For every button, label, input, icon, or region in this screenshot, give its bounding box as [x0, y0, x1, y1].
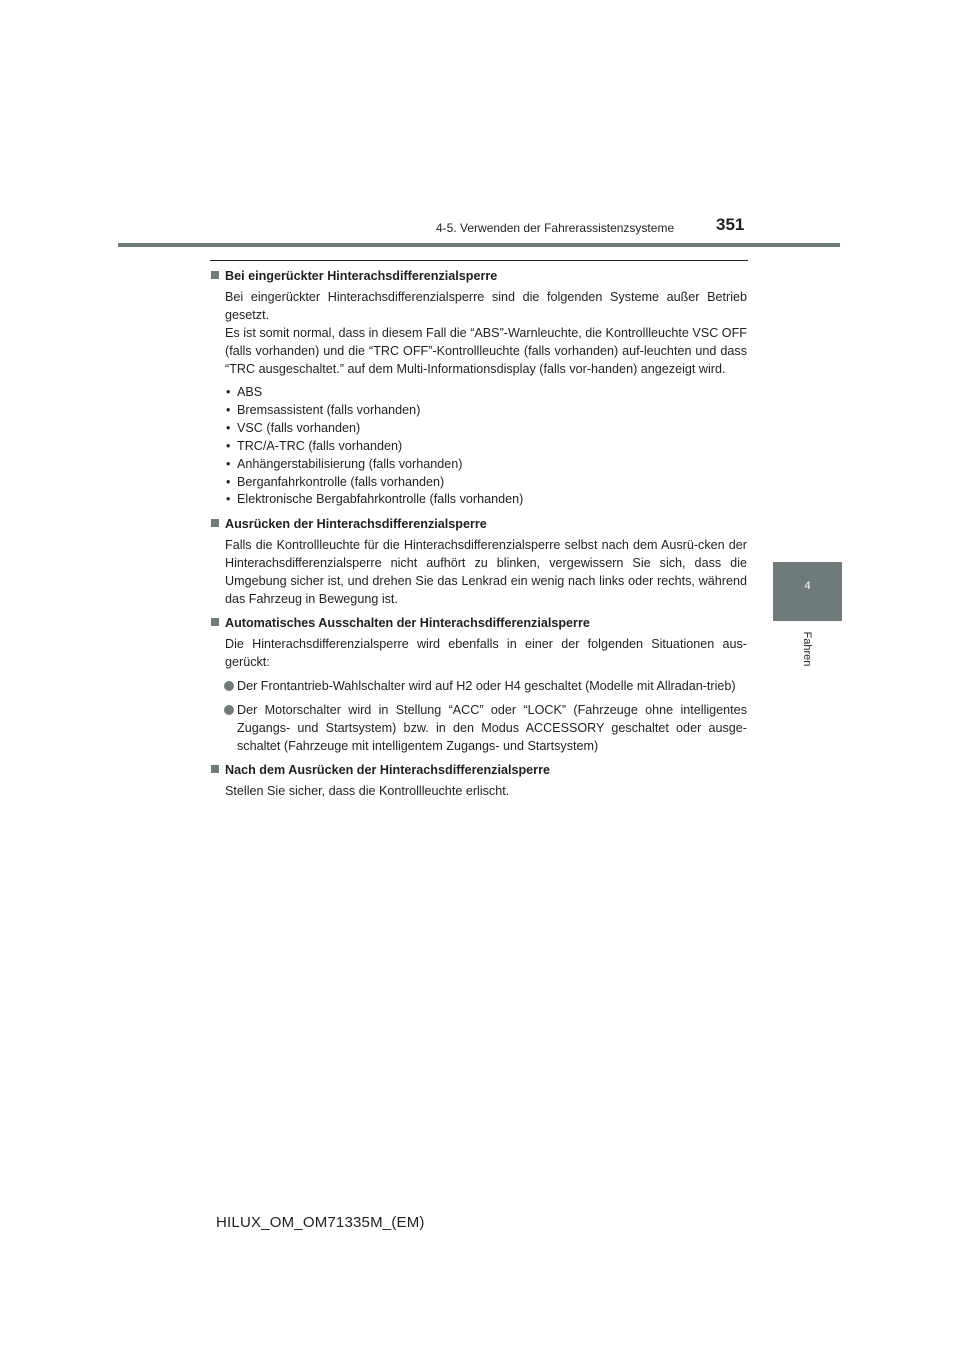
list-item: • Elektronische Bergabfahrkontrolle (falls vorhanden)	[225, 491, 747, 509]
content	[211, 267, 747, 804]
section-title-text: Bei eingerückter Hinterachsdifferenzialsperre	[225, 269, 498, 283]
section-after-disengage	[211, 761, 747, 800]
paragraph: Stellen Sie sicher, dass die Kontrollleuchte erlischt.	[225, 784, 510, 799]
list-item: • Berganfahrkontrolle (falls vorhanden)	[225, 474, 747, 492]
list-item: • Bremsassistent (falls vorhanden)	[225, 402, 747, 420]
list-item: • Anhängerstabilisierung (falls vorhanden)	[225, 456, 747, 474]
paragraph: Es ist somit normal, dass in diesem Fall die “ABS”-Warnleuchte, die Kontrollleuchte VSC OFF (falls vorhanden) und die “TRC OFF”-Kontrollleuchte (falls vorhanden) auf-leuchten und dass “TRC ausgeschaltet.” auf dem Multi-Informationsdisplay (falls vor-handen) angezeigt wird.	[225, 326, 747, 376]
section-diff-lock-disengage	[211, 515, 747, 608]
square-bullet-icon	[211, 618, 219, 626]
paragraph: Die Hinterachsdifferenzialsperre wird ebenfalls in einer der folgenden Situationen aus-gerückt:	[225, 637, 747, 670]
section-title-text: Automatisches Ausschalten der Hinterachsdifferenzialsperre	[225, 616, 590, 631]
square-bullet-icon	[211, 519, 219, 527]
footer-doc-id: HILUX_OM_OM71335M_(EM)	[216, 1214, 425, 1231]
paragraph: Falls die Kontrollleuchte für die Hinterachsdifferenzialsperre selbst nach dem Ausrü-cken der Hinterachsdifferenzialsperre nicht aufhört zu blinken, vergewissern Sie sich, dass die Umgebung sicher ist, und drehen Sie das Lenkrad ein wenig nach links oder rechts, während das Fahrzeug in Bewegung ist.	[225, 538, 747, 607]
circle-list-item	[211, 677, 747, 695]
section-auto-disengage	[211, 614, 747, 755]
section-title	[211, 267, 747, 285]
section-title	[211, 614, 747, 632]
chapter-number: 4	[804, 580, 811, 592]
circle-bullet-icon	[224, 705, 234, 715]
circle-list-item	[211, 701, 747, 755]
header-rule	[118, 243, 840, 247]
page-number: 351	[716, 215, 745, 234]
chapter-label	[800, 630, 814, 670]
section-title-text: Nach dem Ausrücken der Hinterachsdifferenzialsperre	[225, 763, 550, 778]
section-diff-lock-engaged	[211, 267, 747, 509]
section-title	[211, 761, 747, 779]
circle-item-text: Der Motorschalter wird in Stellung “ACC” oder “LOCK” (Fahrzeuge ohne intelligentes Zugangs- und Startsystem) bzw. in den Modus ACCESSORY geschaltet oder ausge-schaltet (Fahrzeuge mit intelligentem Zugangs- und Startsystem)	[237, 703, 747, 754]
chapter-tab	[773, 562, 842, 621]
circle-bullet-icon	[224, 681, 234, 691]
list-item: • VSC (falls vorhanden)	[225, 420, 747, 438]
header-section-title: 4-5. Verwenden der Fahrerassistenzsysteme	[436, 221, 675, 235]
content-top-rule	[210, 260, 748, 261]
disabled-systems-list	[211, 384, 747, 509]
square-bullet-icon	[211, 765, 219, 773]
square-bullet-icon	[211, 271, 219, 279]
circle-item-text: Der Frontantrieb-Wahlschalter wird auf H2 oder H4 geschaltet (Modelle mit Allradan-trieb)	[237, 679, 736, 694]
section-title-text: Ausrücken der Hinterachsdifferenzialsperre	[225, 517, 487, 532]
paragraph: Bei eingerückter Hinterachsdifferenzialsperre sind die folgenden Systeme außer Betrieb gesetzt.	[225, 290, 747, 322]
list-item: • TRC/A-TRC (falls vorhanden)	[225, 438, 747, 456]
section-title	[211, 515, 747, 533]
list-item: • ABS	[225, 384, 747, 402]
chapter-label-text: Fahren	[801, 631, 813, 667]
